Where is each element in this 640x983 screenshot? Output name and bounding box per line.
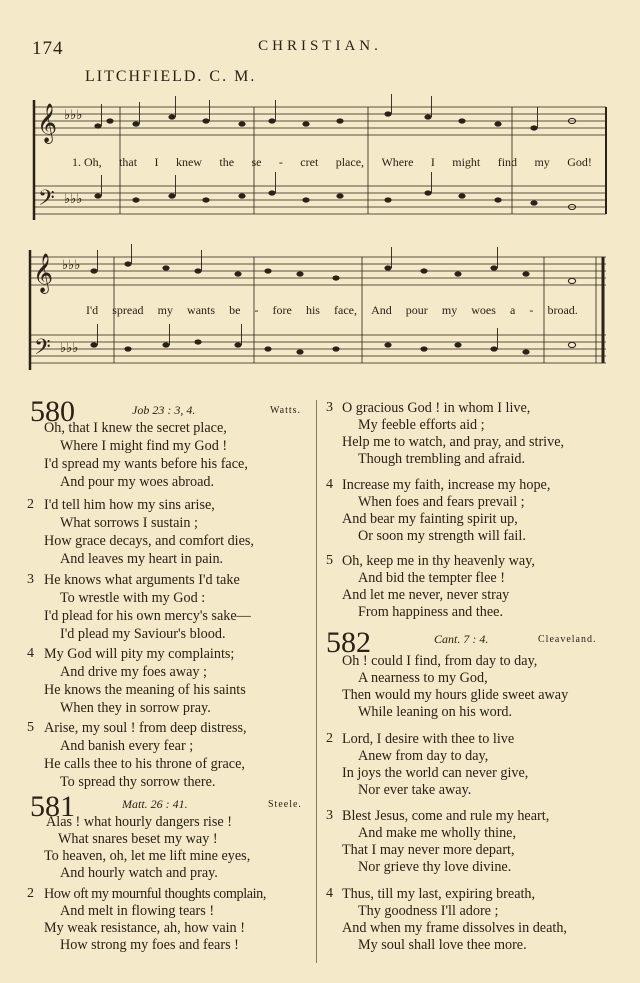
verse-line: Nor ever take away. (358, 782, 472, 798)
verse-line: My God will pity my complaints; (44, 646, 235, 662)
lyric-syllable: I (430, 155, 435, 169)
verse-number: 4 (326, 477, 333, 492)
verse-line: I'd spread my wants before his face, (44, 456, 248, 472)
lyric-syllable: - (254, 303, 259, 317)
lyric-syllable: my (157, 303, 173, 317)
verse-line: My weak resistance, ah, how vain ! (44, 920, 245, 936)
verse-line: A nearness to my God, (358, 670, 488, 686)
lyric-syllable: 1. Oh, (72, 155, 102, 169)
svg-text:♭♭♭: ♭♭♭ (60, 341, 79, 356)
verse-line: That I may never more depart, (342, 842, 515, 858)
lyric-syllable: woes (471, 303, 496, 317)
verse-line: And bear my fainting spirit up, (342, 511, 518, 527)
scripture-reference: Job 23 : 3, 4. (132, 403, 196, 417)
verse-number: 3 (27, 572, 34, 587)
verse-line: Anew from day to day, (358, 748, 489, 764)
lyric-syllable: fore (272, 303, 292, 317)
lyrics-system-1 (72, 155, 592, 170)
verse-line: I'd plead for his own mercy's sake— (44, 608, 251, 624)
verse-number: 2 (27, 886, 34, 901)
lyric-syllable: face, (334, 303, 357, 317)
svg-text:♭♭♭: ♭♭♭ (64, 108, 83, 123)
verse-line: He calls thee to his throne of grace, (44, 756, 245, 772)
svg-text:𝄢: 𝄢 (34, 335, 51, 365)
verse-number: 2 (27, 497, 34, 512)
verse-line: And bid the tempter flee ! (358, 570, 505, 586)
svg-text:♭♭♭: ♭♭♭ (62, 258, 81, 273)
svg-text:𝄢: 𝄢 (38, 186, 55, 216)
lyric-syllable: broad. (547, 303, 578, 317)
lyric-syllable: I'd (86, 303, 99, 317)
verse-line: Then would my hours glide sweet away (342, 687, 569, 703)
verse-line: Lord, I desire with thee to live (342, 731, 515, 747)
lyric-syllable: that (119, 155, 138, 169)
verse-line: What snares beset my way ! (58, 831, 218, 847)
verse-line: To heaven, oh, let me lift mine eyes, (44, 848, 251, 864)
verse-line: He knows the meaning of his saints (44, 682, 246, 698)
verse-line: He knows what arguments I'd take (44, 572, 240, 588)
hymn-author: Cleaveland. (538, 634, 597, 645)
verse-line: And melt in flowing tears ! (60, 903, 215, 919)
page-number: 174 (32, 38, 64, 59)
verse-number: 4 (326, 886, 333, 901)
lyric-syllable: And (371, 303, 392, 317)
verse-line: Blest Jesus, come and rule my heart, (342, 808, 550, 824)
verse-line: When they in sorrow pray. (60, 700, 211, 716)
verse-line: How strong my foes and fears ! (60, 937, 239, 953)
verse-line: Help me to watch, and pray, and strive, (342, 434, 565, 450)
lyric-syllable: be (229, 303, 241, 317)
verse-line: While leaning on his word. (358, 704, 513, 720)
lyric-syllable: might (452, 155, 481, 169)
verse-line: Though trembling and afraid. (358, 451, 526, 467)
verse-line: Thy goodness I'll adore ; (358, 903, 499, 919)
verse-line: And when my frame dissolves in death, (342, 920, 567, 936)
scripture-reference: Cant. 7 : 4. (434, 632, 489, 646)
verse-line: I'd tell him how my sins arise, (44, 497, 215, 513)
scripture-reference: Matt. 26 : 41. (122, 797, 188, 811)
lyric-syllable: - (529, 303, 534, 317)
staff-lines (30, 107, 606, 363)
verse-line: To spread thy sorrow there. (60, 774, 216, 790)
verse-line: When foes and fears prevail ; (358, 494, 525, 510)
verse-line: And leaves my heart in pain. (60, 551, 224, 567)
verse-line: My soul shall love thee more. (358, 937, 527, 953)
verse-number: 3 (326, 808, 333, 823)
verse-line: Thus, till my last, expiring breath, (342, 886, 536, 902)
verse-line: And let me never, never stray (342, 587, 510, 603)
verse-line: My feeble efforts aid ; (358, 417, 485, 433)
lyric-syllable: I (154, 155, 159, 169)
lyric-syllable: se (251, 155, 262, 169)
verse-line: Where I might find my God ! (60, 438, 228, 454)
verse-line: To wrestle with my God : (60, 590, 206, 606)
lyric-syllable: spread (112, 303, 144, 317)
lyric-syllable: his (305, 303, 320, 317)
verse-number: 4 (27, 646, 34, 661)
running-head: CHRISTIAN. (258, 38, 382, 54)
lyric-syllable: a (510, 303, 516, 317)
lyric-syllable: place, (335, 155, 365, 169)
lyrics-system-2 (86, 303, 578, 318)
lyric-syllable: my (534, 155, 550, 169)
verse-number: 2 (326, 731, 333, 746)
lyric-syllable: wants (187, 303, 216, 317)
lyric-syllable: God! (567, 155, 592, 169)
verse-line: And banish every fear ; (60, 738, 194, 754)
verse-line: Or soon my strength will fail. (358, 528, 526, 544)
verse-line: Oh, that I knew the secret place, (44, 420, 227, 436)
verse-line: Nor grieve thy love divine. (358, 859, 512, 875)
verse-line: Arise, my soul ! from deep distress, (44, 720, 247, 736)
verse-number: 5 (27, 720, 34, 735)
verse-number: 5 (326, 553, 333, 568)
verse-line: And drive my foes away ; (60, 664, 207, 680)
hymn-number: 581 (30, 790, 75, 823)
music-score (0, 0, 640, 380)
verse-line: Alas ! what hourly dangers rise ! (46, 814, 232, 830)
verse-line: What sorrows I sustain ; (60, 515, 198, 531)
verse-line: Increase my faith, increase my hope, (342, 477, 551, 493)
verse-line: In joys the world can never give, (342, 765, 529, 781)
verse-line: O gracious God ! in whom I live, (342, 400, 531, 416)
verse-line: I'd plead my Saviour's blood. (60, 626, 226, 642)
lyric-syllable: - (278, 155, 283, 169)
verse-line: And pour my woes abroad. (60, 474, 215, 490)
verse-line: Oh ! could I find, from day to day, (342, 653, 538, 669)
verse-line: And hourly watch and pray. (60, 865, 218, 881)
hymn-number: 582 (326, 626, 371, 659)
verse-line: Oh, keep me in thy heavenly way, (342, 553, 535, 569)
lyric-syllable: knew (175, 155, 202, 169)
verse-line: How grace decays, and comfort dies, (44, 533, 254, 549)
lyric-syllable: my (441, 303, 458, 317)
verse-number: 3 (326, 400, 333, 415)
hymn-author: Steele. (268, 799, 302, 810)
lyric-syllable: cret (300, 155, 319, 169)
lyric-syllable: Where (381, 155, 414, 169)
lyric-syllable: pour (405, 303, 428, 317)
hymn-author: Watts. (270, 405, 302, 416)
verse-line: And make me wholly thine, (358, 825, 517, 841)
lyric-syllable: find (497, 155, 518, 169)
verse-line: From happiness and thee. (358, 604, 503, 620)
svg-text:𝄞: 𝄞 (33, 253, 54, 293)
column-divider (316, 400, 317, 963)
hymn-number: 580 (30, 395, 75, 428)
svg-text:♭♭♭: ♭♭♭ (64, 192, 83, 207)
svg-text:𝄞: 𝄞 (37, 103, 58, 143)
tune-title: LITCHFIELD. C. M. (85, 68, 257, 85)
lyric-syllable: the (219, 155, 235, 169)
verse-line: How oft my mournful thoughts complain, (44, 886, 267, 902)
